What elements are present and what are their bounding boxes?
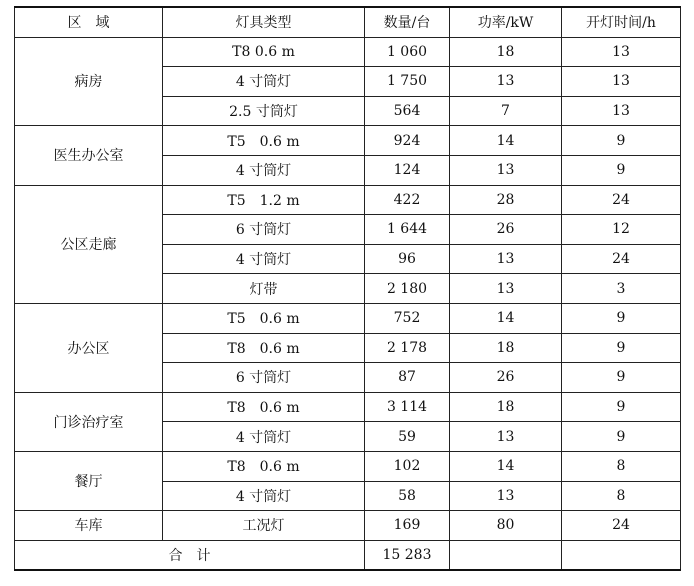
power-cell: 14: [450, 126, 562, 156]
hours-cell: 24: [562, 244, 681, 274]
quantity-cell: 1 644: [365, 215, 450, 245]
hours-cell: 13: [562, 67, 681, 97]
power-cell: 14: [450, 451, 562, 481]
header-area: 区 域: [15, 7, 163, 37]
hours-cell: 3: [562, 274, 681, 304]
table-row: [15, 303, 681, 333]
area-cell: 门诊治疗室: [15, 392, 163, 451]
fixture-type-cell: 4 寸筒灯: [163, 67, 365, 97]
table-row: [15, 511, 681, 541]
quantity-cell: 2 180: [365, 274, 450, 304]
header-power: 功率/kW: [450, 7, 562, 37]
hours-cell: 9: [562, 155, 681, 185]
quantity-cell: 87: [365, 363, 450, 393]
power-cell: 80: [450, 511, 562, 541]
header-hours: 开灯时间/h: [562, 7, 681, 37]
quantity-cell: 124: [365, 155, 450, 185]
total-quantity: 15 283: [365, 540, 450, 570]
quantity-cell: 59: [365, 422, 450, 452]
total-row: [15, 540, 681, 570]
quantity-cell: 1 060: [365, 37, 450, 67]
area-cell: 车库: [15, 511, 163, 541]
lighting-fixture-table: [14, 6, 681, 571]
fixture-type-cell: 6 寸筒灯: [163, 215, 365, 245]
fixture-type-cell: 6 寸筒灯: [163, 363, 365, 393]
fixture-type-cell: 4 寸筒灯: [163, 422, 365, 452]
quantity-cell: 2 178: [365, 333, 450, 363]
power-cell: 26: [450, 363, 562, 393]
quantity-cell: 422: [365, 185, 450, 215]
fixture-type-cell: 4 寸筒灯: [163, 244, 365, 274]
fixture-type-cell: 工况灯: [163, 511, 365, 541]
power-cell: 13: [450, 244, 562, 274]
hours-cell: 13: [562, 37, 681, 67]
table-row: [15, 37, 681, 67]
fixture-type-cell: T8 0.6 m: [163, 451, 365, 481]
fixture-type-cell: T8 0.6 m: [163, 37, 365, 67]
hours-cell: 12: [562, 215, 681, 245]
area-cell: 办公区: [15, 303, 163, 392]
hours-cell: 8: [562, 451, 681, 481]
power-cell: 14: [450, 303, 562, 333]
hours-cell: 13: [562, 96, 681, 126]
table-row: [15, 451, 681, 481]
power-cell: 13: [450, 155, 562, 185]
total-hours: [562, 540, 681, 570]
power-cell: 18: [450, 392, 562, 422]
area-cell: 病房: [15, 37, 163, 126]
power-cell: 7: [450, 96, 562, 126]
hours-cell: 9: [562, 422, 681, 452]
power-cell: 18: [450, 333, 562, 363]
header-fixture-type: 灯具类型: [163, 7, 365, 37]
quantity-cell: 564: [365, 96, 450, 126]
fixture-type-cell: T5 1.2 m: [163, 185, 365, 215]
power-cell: 13: [450, 422, 562, 452]
fixture-type-cell: 4 寸筒灯: [163, 155, 365, 185]
quantity-cell: 1 750: [365, 67, 450, 97]
power-cell: 26: [450, 215, 562, 245]
header-quantity: 数量/台: [365, 7, 450, 37]
hours-cell: 8: [562, 481, 681, 511]
quantity-cell: 96: [365, 244, 450, 274]
fixture-type-cell: 4 寸筒灯: [163, 481, 365, 511]
fixture-type-cell: 2.5 寸筒灯: [163, 96, 365, 126]
hours-cell: 24: [562, 185, 681, 215]
power-cell: 13: [450, 67, 562, 97]
fixture-type-cell: T8 0.6 m: [163, 333, 365, 363]
hours-cell: 9: [562, 126, 681, 156]
quantity-cell: 169: [365, 511, 450, 541]
quantity-cell: 924: [365, 126, 450, 156]
quantity-cell: 102: [365, 451, 450, 481]
area-cell: 餐厅: [15, 451, 163, 510]
table-row: [15, 185, 681, 215]
fixture-type-cell: T5 0.6 m: [163, 126, 365, 156]
fixture-type-cell: T5 0.6 m: [163, 303, 365, 333]
hours-cell: 9: [562, 392, 681, 422]
hours-cell: 9: [562, 303, 681, 333]
power-cell: 13: [450, 481, 562, 511]
header-row: [15, 7, 681, 37]
power-cell: 13: [450, 274, 562, 304]
power-cell: 28: [450, 185, 562, 215]
quantity-cell: 752: [365, 303, 450, 333]
area-cell: 公区走廊: [15, 185, 163, 303]
table-body: [15, 37, 681, 570]
hours-cell: 9: [562, 333, 681, 363]
fixture-type-cell: 灯带: [163, 274, 365, 304]
power-cell: 18: [450, 37, 562, 67]
area-cell: 医生办公室: [15, 126, 163, 185]
quantity-cell: 3 114: [365, 392, 450, 422]
quantity-cell: 58: [365, 481, 450, 511]
total-power: [450, 540, 562, 570]
hours-cell: 24: [562, 511, 681, 541]
fixture-type-cell: T8 0.6 m: [163, 392, 365, 422]
hours-cell: 9: [562, 363, 681, 393]
total-label: 合 计: [15, 540, 365, 570]
table-row: [15, 126, 681, 156]
table-row: [15, 392, 681, 422]
